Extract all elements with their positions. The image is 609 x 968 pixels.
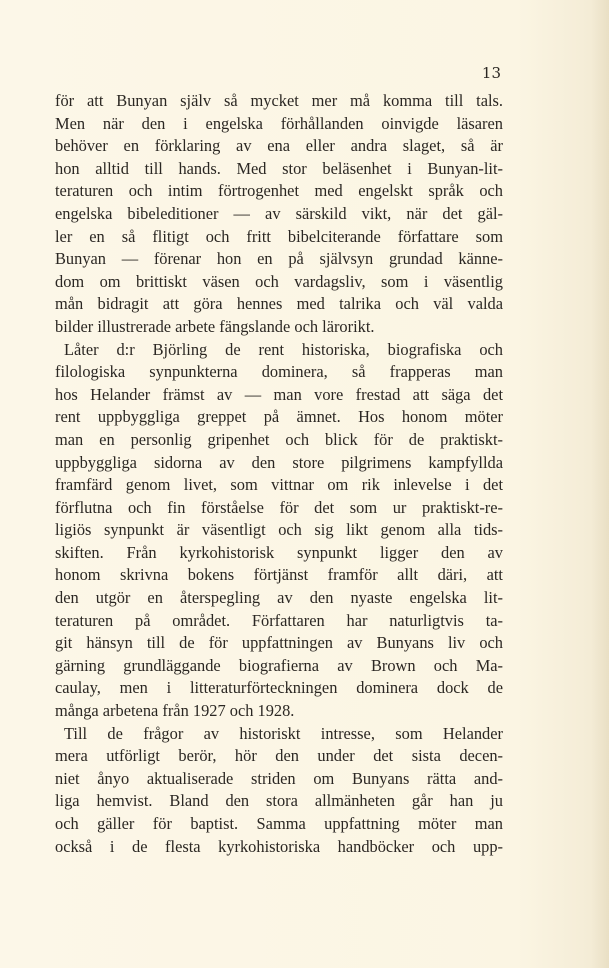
- text-line: mera utförligt berör, hör den under det sista decen-: [55, 746, 503, 766]
- text-line: uppbyggliga sidorna av den store pilgrimens kampfyllda: [55, 452, 503, 472]
- text-line: mån bidragit att göra hennes med talrika och väl valda: [55, 294, 503, 314]
- text-line: också i de flesta kyrkohistoriska handböcker och upp-: [55, 836, 503, 856]
- text-line: ler en så flitigt och fritt bibelciterande författare som: [55, 226, 503, 246]
- text-line: den utgör en återspegling av den nyaste engelska lit-: [55, 588, 503, 608]
- text-line: och gäller för baptist. Samma uppfattning möter man: [55, 814, 503, 833]
- text-line: många arbetena från 1927 och 1928.: [55, 701, 295, 721]
- text-line: för att Bunyan själv så mycket mer må komma till tals.: [55, 91, 503, 110]
- text-line: filologiska synpunkterna dominera, så frapperas man: [55, 362, 503, 382]
- text-line: skiften. Från kyrkohistorisk synpunkt ligger den av: [55, 542, 503, 562]
- text-line: gärning grundläggande biografierna av Brown och Ma-: [55, 655, 503, 675]
- page-number: 13: [481, 64, 501, 82]
- text-line: hos Helander främst av — man vore frestad att säga det: [55, 384, 503, 404]
- text-line: framfärd genom livet, som vittnar om rik inlevelse i det: [55, 475, 503, 495]
- text-line: honom skrivna bokens förtjänst framför allt däri, att: [55, 565, 503, 585]
- text-line: hon alltid till hands. Med stor beläsenhet i Bunyan-lit-: [55, 158, 503, 178]
- text-line: teraturen på området. Författaren har naturligtvis ta-: [55, 610, 503, 630]
- text-line: bilder illustrerade arbete fängslande och lärorikt.: [55, 316, 375, 336]
- text-line: caulay, men i litteraturförteckningen dominera dock de: [55, 678, 503, 698]
- text-line: Bunyan — förenar hon en på självsyn grundad känne-: [55, 249, 503, 269]
- text-line: ligiös synpunkt är väsentligt och sig likt genom alla tids-: [55, 520, 503, 540]
- text-line: teraturen och intim förtrogenhet med engelskt språk och: [55, 181, 503, 201]
- text-line: Men när den i engelska förhållanden oinvigde läsaren: [55, 113, 503, 133]
- text-line: git hänsyn till de för uppfattningen av Bunyans liv och: [55, 633, 503, 653]
- text-line: rent uppbyggliga greppet på ämnet. Hos honom möter: [55, 407, 503, 427]
- text-line: dom om brittiskt väsen och vardagsliv, som i väsentlig: [55, 271, 503, 291]
- text-line: man en personlig gripenhet och blick för de praktiskt-: [55, 429, 503, 449]
- text-line: liga hemvist. Bland den stora allmänheten går han ju: [55, 791, 503, 811]
- text-line: Låter d:r Björling de rent historiska, biografiska och: [64, 339, 503, 359]
- text-line: niet ånyo aktualiserade striden om Bunyans rätta and-: [55, 768, 503, 788]
- text-line: engelska bibeleditioner — av särskild vikt, när det gäl-: [55, 203, 503, 223]
- text-line: Till de frågor av historiskt intresse, som Helander: [64, 723, 503, 743]
- body-text: [55, 90, 503, 858]
- text-line: behöver en förklaring av ena eller andra slaget, så är: [55, 136, 503, 156]
- text-line: förflutna och fin förståelse för det som ur praktiskt-re-: [55, 497, 503, 517]
